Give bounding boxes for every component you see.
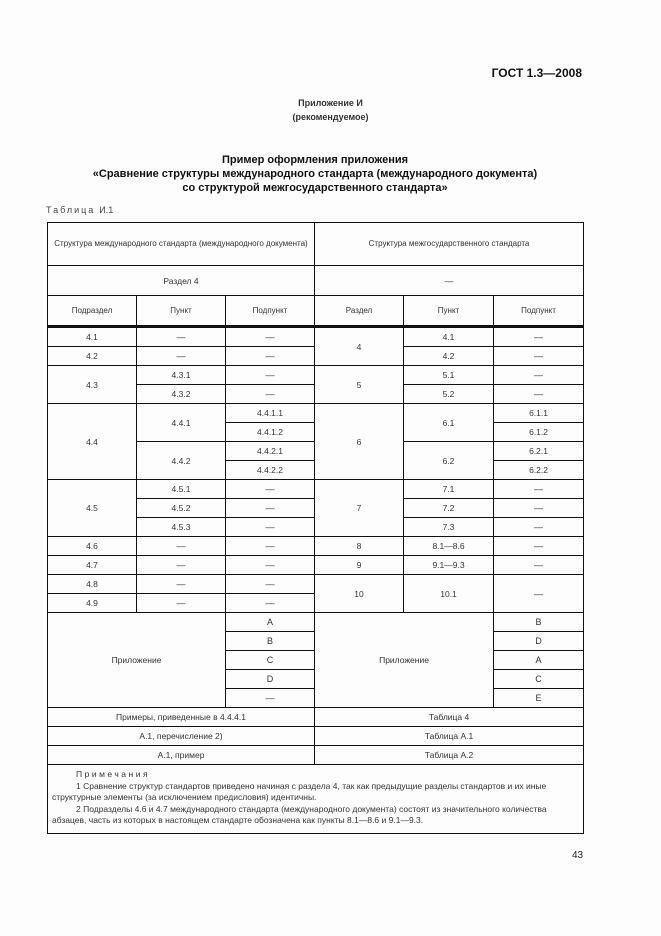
cell: B [494, 613, 584, 632]
cell: 7.1 [404, 480, 494, 499]
col-header: Подпункт [494, 296, 584, 327]
cell: 6.2.1 [494, 442, 584, 461]
cell: — [226, 385, 315, 404]
table-row [48, 613, 584, 632]
col-header: Раздел [315, 296, 404, 327]
cell: — [226, 575, 315, 594]
title-line-2: «Сравнение структуры международного стандарта (международного документа) [92, 168, 538, 180]
cell: — [137, 594, 226, 613]
cell: — [137, 347, 226, 366]
cell: — [494, 480, 584, 499]
cell: 9 [315, 556, 404, 575]
cell: — [494, 499, 584, 518]
table-row [48, 556, 584, 575]
cell: — [226, 594, 315, 613]
cell: 4.5.1 [137, 480, 226, 499]
cell: 4.2 [48, 347, 137, 366]
table-row [48, 537, 584, 556]
table-row [48, 366, 584, 385]
cell: 4.4.1.1 [226, 404, 315, 423]
cell: 4.1 [404, 327, 494, 347]
cell: 4.4.2.1 [226, 442, 315, 461]
cell: — [494, 385, 584, 404]
cell: — [494, 575, 584, 613]
cell: 8 [315, 537, 404, 556]
table-row [48, 746, 584, 765]
col-header: Подраздел [48, 296, 137, 327]
cell: 4.5.3 [137, 518, 226, 537]
cell: 4.4 [48, 404, 137, 480]
header-interstate: Структура межгосударственного стандарта [315, 223, 584, 266]
cell: — [137, 537, 226, 556]
cell: — [494, 518, 584, 537]
cell: C [494, 670, 584, 689]
cell: D [494, 632, 584, 651]
appendix-status: (рекомендуемое) [292, 112, 369, 122]
cell: 7 [315, 480, 404, 537]
appendix-label: Приложение И [298, 98, 363, 108]
cell: 6.1.1 [494, 404, 584, 423]
cell: 4.7 [48, 556, 137, 575]
cell: 6.1 [404, 404, 494, 442]
cell: 4.5 [48, 480, 137, 537]
appendix-title [0, 153, 630, 195]
cell: 4.1 [48, 327, 137, 347]
cell: 4.4.2 [137, 442, 226, 480]
cell: 4.3.1 [137, 366, 226, 385]
cell: 9.1—9.3 [404, 556, 494, 575]
title-line-1: Пример оформления приложения [221, 154, 409, 166]
cell: Таблица А.2 [315, 746, 584, 765]
cell: — [494, 366, 584, 385]
cell: 6.2 [404, 442, 494, 480]
cell: 4.6 [48, 537, 137, 556]
notes-row [48, 765, 584, 834]
cell: 5.1 [404, 366, 494, 385]
cell: 4.8 [48, 575, 137, 594]
cell: — [226, 347, 315, 366]
cell: 4.4.1 [137, 404, 226, 442]
cell: — [494, 327, 584, 347]
cell: — [494, 537, 584, 556]
cell: 4.9 [48, 594, 137, 613]
cell: A [494, 651, 584, 670]
cell: Таблица 4 [315, 708, 584, 727]
notes-heading: Примечания [76, 769, 151, 779]
table-column-headers [48, 296, 584, 327]
cell: B [226, 632, 315, 651]
cell: 10 [315, 575, 404, 613]
cell: 7.2 [404, 499, 494, 518]
comparison-table [47, 222, 584, 834]
note-1: 1 Сравнение структур стандартов приведено начиная с раздела 4, так как предыдущие разделы стандартов и их иные структурные элементы (за исключением предисловия) идентичны. [52, 780, 547, 802]
table-row [48, 480, 584, 499]
right-section: — [315, 266, 584, 296]
cell: 6 [315, 404, 404, 480]
cell: 6.1.2 [494, 423, 584, 442]
table-notes [48, 765, 584, 834]
cell: 4.3.2 [137, 385, 226, 404]
table-section-row [48, 266, 584, 296]
cell: — [137, 556, 226, 575]
col-header: Пункт [404, 296, 494, 327]
cell: 5.2 [404, 385, 494, 404]
cell: Таблица А.1 [315, 727, 584, 746]
cell: 5 [315, 366, 404, 404]
cell: 4 [315, 327, 404, 366]
col-header: Подпункт [226, 296, 315, 327]
table-row [48, 327, 584, 347]
cell: 4.5.2 [137, 499, 226, 518]
cell: 10.1 [404, 575, 494, 613]
cell: — [226, 327, 315, 347]
table-row [48, 708, 584, 727]
cell: — [226, 480, 315, 499]
cell: — [226, 499, 315, 518]
cell: 7.3 [404, 518, 494, 537]
header-international: Структура международного стандарта (международного документа) [48, 223, 315, 266]
cell: E [494, 689, 584, 708]
cell: — [226, 537, 315, 556]
cell: 8.1—8.6 [404, 537, 494, 556]
cell: — [494, 556, 584, 575]
cell: A [226, 613, 315, 632]
table-header-row [48, 223, 584, 266]
cell: — [137, 327, 226, 347]
cell: А.1, пример [48, 746, 315, 765]
cell: — [137, 575, 226, 594]
cell: 4.4.2.2 [226, 461, 315, 480]
cell: А.1, перечисление 2) [48, 727, 315, 746]
table-row [48, 575, 584, 594]
title-line-3: со структурой межгосударственного стандарта» [182, 182, 448, 194]
table-caption-word: Таблица [46, 205, 96, 215]
cell: 4.2 [404, 347, 494, 366]
cell: Примеры, приведенные в 4.4.4.1 [48, 708, 315, 727]
left-section: Раздел 4 [48, 266, 315, 296]
appendix-heading [0, 96, 661, 124]
table-caption-number: И.1 [99, 205, 114, 215]
cell: — [226, 518, 315, 537]
cell: 6.2.2 [494, 461, 584, 480]
right-annex-label: Приложение [315, 613, 494, 708]
note-2: 2 Подразделы 4.6 и 4.7 международного стандарта (международного документа) состоят из значительного количества абзацев, часть из которых в настоящем стандарте обозначена как пункты 8.1—8.6 и 9.1—9.3. [52, 803, 547, 825]
cell: C [226, 651, 315, 670]
document-code: ГОСТ 1.3—2008 [491, 66, 582, 80]
cell: — [226, 366, 315, 385]
cell: — [226, 556, 315, 575]
cell: — [494, 347, 584, 366]
page-number: 43 [572, 850, 584, 861]
table-row [48, 727, 584, 746]
col-header: Пункт [137, 296, 226, 327]
table-caption [46, 205, 113, 215]
cell: D [226, 670, 315, 689]
cell: — [226, 689, 315, 708]
cell: 4.3 [48, 366, 137, 404]
cell: 4.4.1.2 [226, 423, 315, 442]
left-annex-label: Приложение [48, 613, 226, 708]
table-row [48, 404, 584, 423]
